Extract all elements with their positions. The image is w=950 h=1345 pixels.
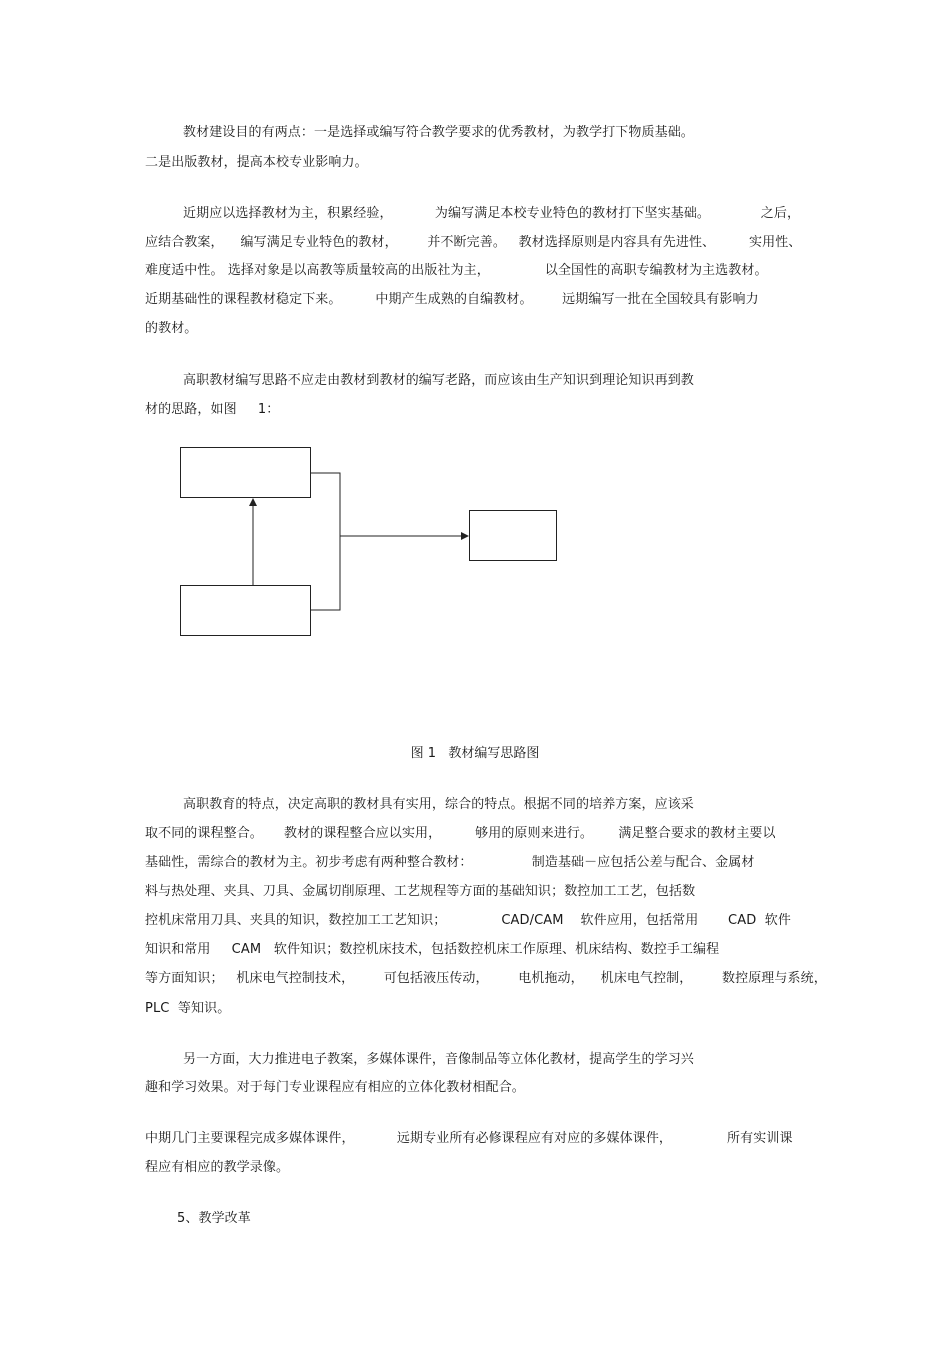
- paragraph-1-line-1: 教材建设目的有两点：一是选择或编写符合教学要求的优秀教材，为教学打下物质基础。: [183, 125, 694, 140]
- paragraph-4-line-6: 知识和常用 CAM 软件知识；数控机床技术，包括数控机床工作原理、机床结构、数控手工编程: [145, 942, 720, 957]
- paragraph-4-line-7: 等方面知识； 机床电气控制技术， 可包括液压传动， 电机拖动， 机床电气控制， 数控原理与系统，: [145, 971, 827, 986]
- paragraph-4-line-5: 控机床常用刀具、夹具的知识，数控加工工艺知识； CAD/CAM 软件应用，包括常用 CAD 软件: [145, 913, 791, 928]
- paragraph-4-line-1: 高职教育的特点，决定高职的教材具有实用，综合的特点。根据不同的培养方案，应该采: [183, 797, 694, 812]
- paragraph-4-line-2: 取不同的课程整合。 教材的课程整合应以实用， 够用的原则来进行。 满足整合要求的教材主要以: [145, 826, 776, 841]
- connector-bracket: [311, 473, 340, 610]
- paragraph-2-line-3: 难度适中性。 选择对象是以高教等质量较高的出版社为主， 以全国性的高职专编教材为主选教材。: [145, 263, 768, 278]
- paragraph-2-line-2: 应结合教案， 编写满足专业特色的教材， 并不断完善。 教材选择原则是内容具有先进性、 实用性、: [145, 235, 802, 250]
- paragraph-5-line-2: 趣和学习效果。对于每门专业课程应有相应的立体化教材相配合。: [145, 1080, 525, 1095]
- section-heading-5: 5、教学改革: [177, 1211, 251, 1226]
- paragraph-3-line-1: 高职教材编写思路不应走由教材到教材的编写老路，而应该由生产知识到理论知识再到教: [183, 373, 694, 388]
- paragraph-6-line-1: 中期几门主要课程完成多媒体课件， 远期专业所有必修课程应有对应的多媒体课件， 所有实训课: [145, 1131, 793, 1146]
- paragraph-2-line-4: 近期基础性的课程教材稳定下来。 中期产生成熟的自编教材。 远期编写一批在全国较具有影响力: [145, 292, 759, 307]
- paragraph-2-line-1: 近期应以选择教材为主，积累经验， 为编写满足本校专业特色的教材打下坚实基础。 之后，: [183, 206, 801, 221]
- paragraph-1-line-2: 二是出版教材，提高本校专业影响力。: [145, 155, 368, 170]
- paragraph-4-line-4: 料与热处理、夹具、刀具、金属切削原理、工艺规程等方面的基础知识；数控加工工艺，包括数: [145, 884, 696, 899]
- figure-1-caption: 图 1 教材编写思路图: [410, 746, 540, 761]
- paragraph-4-line-3: 基础性，需综合的教材为主。初步考虑有两种整合教材： 制造基础－应包括公差与配合、金属材: [145, 855, 755, 870]
- paragraph-5-line-1: 另一方面，大力推进电子教案，多媒体课件，音像制品等立体化教材，提高学生的学习兴: [183, 1052, 694, 1067]
- paragraph-2-line-5: 的教材。: [145, 321, 198, 336]
- paragraph-6-line-2: 程应有相应的教学录像。: [145, 1160, 290, 1175]
- paragraph-4-line-8: PLC 等知识。: [145, 1001, 231, 1016]
- paragraph-3-line-2: 材的思路，如图 1：: [145, 402, 280, 417]
